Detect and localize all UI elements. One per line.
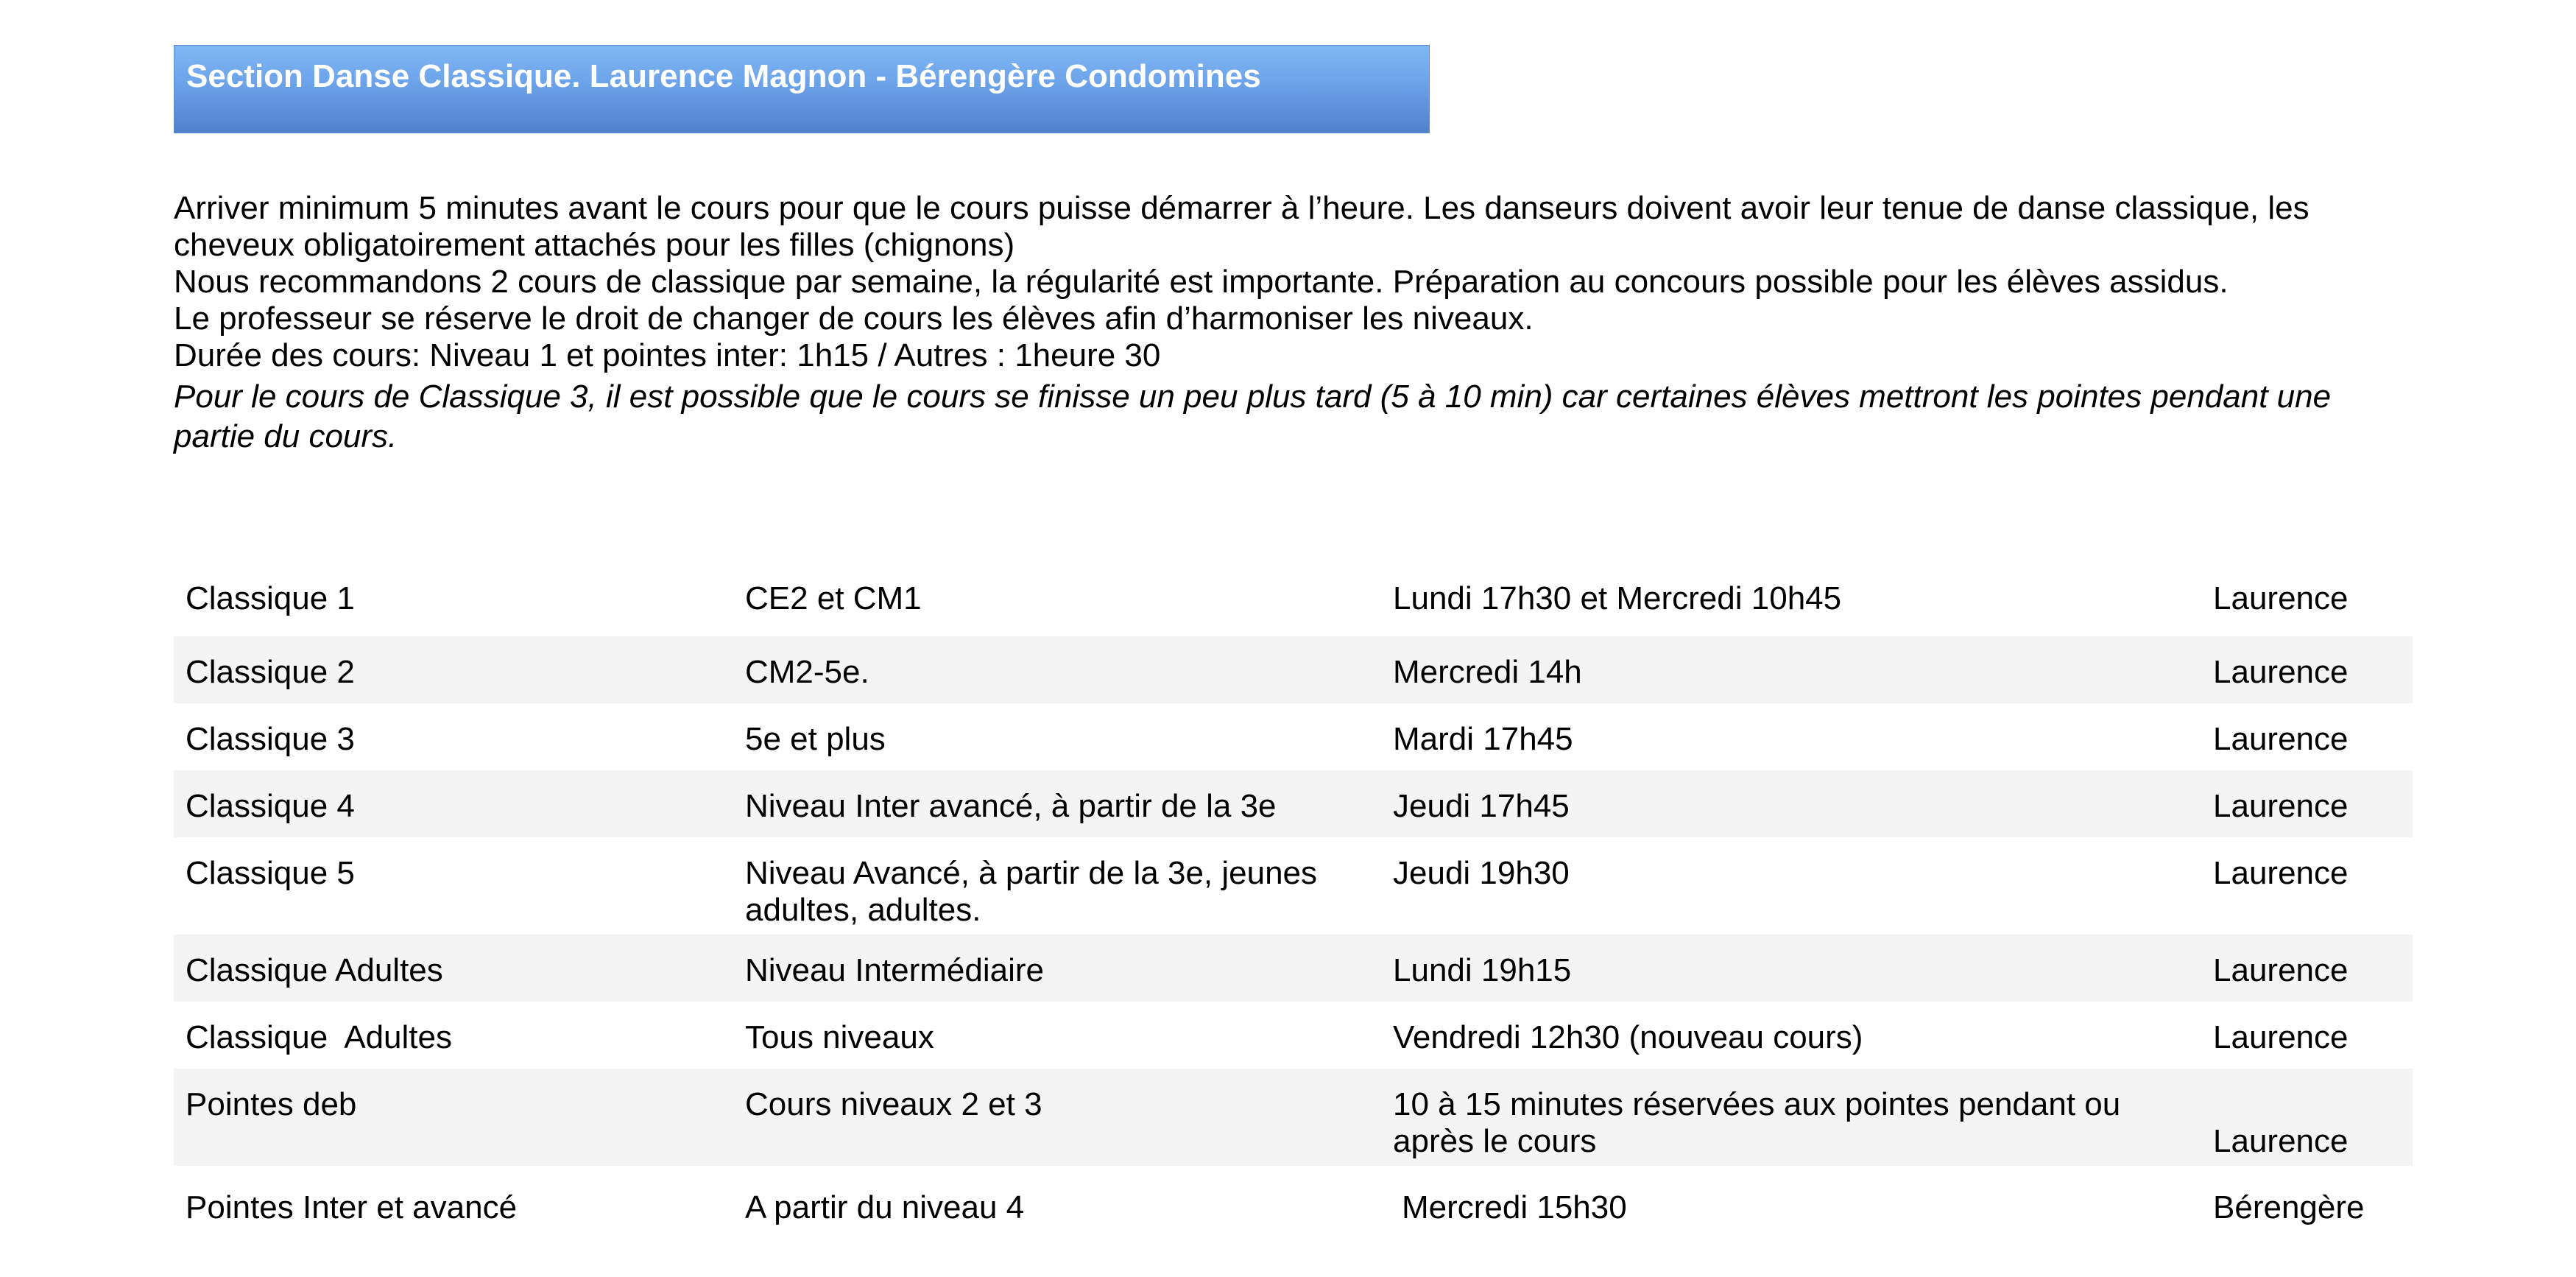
course-name: Classique 5: [186, 855, 355, 891]
table-row: [174, 837, 2413, 935]
course-level: Niveau Intermédiaire: [745, 952, 1044, 988]
course-time: Jeudi 17h45: [1393, 788, 1570, 824]
course-level: Tous niveaux: [745, 1019, 934, 1055]
course-name: Classique Adultes: [186, 952, 443, 988]
course-time: Vendredi 12h30 (nouveau cours): [1393, 1019, 1863, 1055]
course-time: Lundi 17h30 et Mercredi 10h45: [1393, 580, 1842, 616]
course-teacher: Laurence: [2213, 855, 2349, 891]
course-teacher: Laurence: [2213, 788, 2349, 824]
course-teacher: Laurence: [2213, 580, 2349, 616]
table-row: [174, 563, 2413, 636]
course-name: Classique 1: [186, 580, 355, 616]
course-time: Jeudi 19h30: [1393, 855, 1570, 891]
course-name: Classique 4: [186, 788, 355, 824]
course-teacher: Laurence: [2213, 1019, 2349, 1055]
course-level: Niveau Inter avancé, à partir de la 3e: [745, 788, 1277, 824]
course-level: Cours niveaux 2 et 3: [745, 1086, 1042, 1122]
course-name: Pointes deb: [186, 1086, 357, 1122]
course-name: Classique Adultes: [186, 1019, 452, 1055]
course-time: Mercredi 15h30: [1402, 1189, 1627, 1225]
course-level: CM2-5e.: [745, 654, 869, 690]
course-name: Classique 2: [186, 654, 355, 690]
course-time: Lundi 19h15: [1393, 952, 1572, 988]
course-name: Pointes Inter et avancé: [186, 1189, 518, 1225]
intro-line-arrival: Arriver minimum 5 minutes avant le cours pour que le cours puisse démarrer à l’heure. Les danseurs doivent avoir leur tenue de danse classique, les cheveux obligatoirement attachés pour les filles (chignons): [174, 190, 2309, 263]
table-row: [174, 703, 2413, 770]
course-level: 5e et plus: [745, 721, 886, 757]
table-row: [174, 770, 2413, 837]
intro-line-recommendation: Nous recommandons 2 cours de classique par semaine, la régularité est importante. Préparation au concours possible pour les élèves assidus.: [174, 264, 2229, 300]
course-time: 10 à 15 minutes réservées aux pointes pendant ou après le cours: [1393, 1086, 2121, 1159]
table-row: [174, 1069, 2413, 1166]
table-row: [174, 1166, 2413, 1232]
course-time: Mercredi 14h: [1393, 654, 1582, 690]
intro-line-teacher-rights: Le professeur se réserve le droit de changer de cours les élèves afin d’harmoniser les niveaux.: [174, 300, 1534, 337]
intro-line-duration: Durée des cours: Niveau 1 et pointes inter: 1h15 / Autres : 1heure 30: [174, 337, 1161, 373]
course-level: Niveau Avancé, à partir de la 3e, jeunes adultes, adultes.: [745, 855, 1318, 928]
course-teacher: Bérengère: [2213, 1189, 2365, 1225]
intro-italic-note: Pour le cours de Classique 3, il est possible que le cours se finisse un peu plus tard (5 à 10 min) car certaines élèves mettront les pointes pendant une partie du cours.: [174, 379, 2332, 454]
course-time: Mardi 17h45: [1393, 721, 1573, 757]
table-row: [174, 935, 2413, 1002]
course-teacher: Laurence: [2213, 721, 2349, 757]
course-teacher: Laurence: [2213, 952, 2349, 988]
section-title-banner: [174, 45, 1430, 133]
course-teacher: Laurence: [2213, 1123, 2349, 1159]
course-level: CE2 et CM1: [745, 580, 922, 616]
table-row: [174, 636, 2413, 703]
course-teacher: Laurence: [2213, 654, 2349, 690]
intro-text: [174, 190, 2412, 457]
course-level: A partir du niveau 4: [745, 1189, 1025, 1225]
section-title: Section Danse Classique. Laurence Magnon - Bérengère Condomines: [186, 58, 1261, 94]
table-row: [174, 1002, 2413, 1069]
course-name: Classique 3: [186, 721, 355, 757]
schedule-table: [174, 563, 2413, 1232]
